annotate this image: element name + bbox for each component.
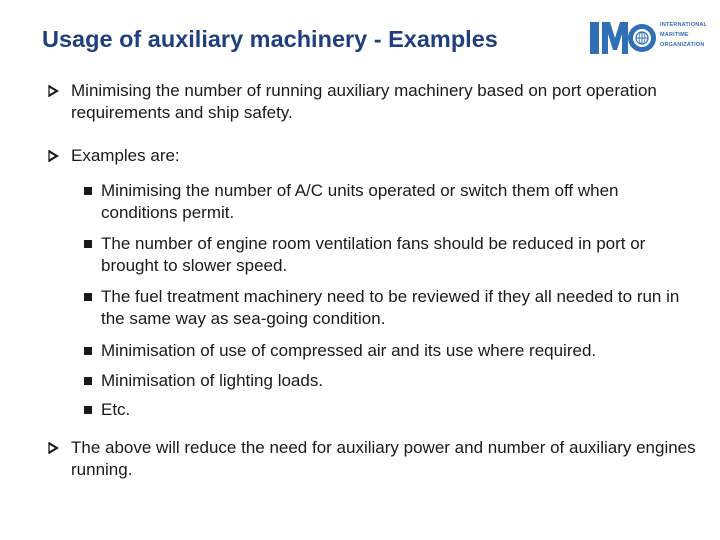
list-item: [84, 180, 694, 224]
logo-line: MARITIME: [660, 32, 689, 38]
list-item: [84, 286, 694, 330]
list-item: [46, 437, 696, 481]
imo-logo: [588, 14, 712, 66]
square-bullet-icon: [84, 347, 92, 355]
imo-logo-mark: [588, 14, 658, 66]
logo-line: ORGANIZATION: [660, 42, 705, 48]
page-title: Usage of auxiliary machinery - Examples: [42, 26, 498, 52]
list-item: [84, 233, 694, 277]
list-item: [84, 340, 694, 362]
bullet-text: Etc.: [101, 400, 131, 419]
square-bullet-icon: [84, 293, 92, 301]
bullet-text: Examples are:: [71, 146, 180, 165]
bullet-text: Minimisation of lighting loads.: [101, 371, 324, 390]
bullet-text: Minimisation of use of compressed air and its use where required.: [101, 341, 597, 360]
logo-line: INTERNATIONAL: [660, 22, 708, 28]
list-item: [46, 80, 696, 124]
bullet-text: The fuel treatment machinery need to be reviewed if they all needed to run in the same way as sea-going condition.: [101, 287, 680, 328]
bullet-text: The above will reduce the need for auxiliary power and number of auxiliary engines running.: [71, 438, 696, 479]
list-item: [46, 145, 696, 167]
list-item: [84, 399, 694, 421]
arrow-bullet-icon: [46, 145, 64, 167]
square-bullet-icon: [84, 240, 92, 248]
square-bullet-icon: [84, 406, 92, 414]
bullet-text: The number of engine room ventilation fans should be reduced in port or brought to slower speed.: [101, 234, 646, 275]
arrow-bullet-icon: [46, 437, 64, 459]
bullet-text: Minimising the number of A/C units operated or switch them off when conditions permit.: [101, 181, 619, 222]
square-bullet-icon: [84, 187, 92, 195]
arrow-bullet-icon: [46, 80, 64, 102]
bullet-text: Minimising the number of running auxiliary machinery based on port operation requirements and ship safety.: [71, 81, 657, 122]
logo-wordmark: [660, 20, 707, 50]
square-bullet-icon: [84, 377, 92, 385]
list-item: [84, 370, 694, 392]
